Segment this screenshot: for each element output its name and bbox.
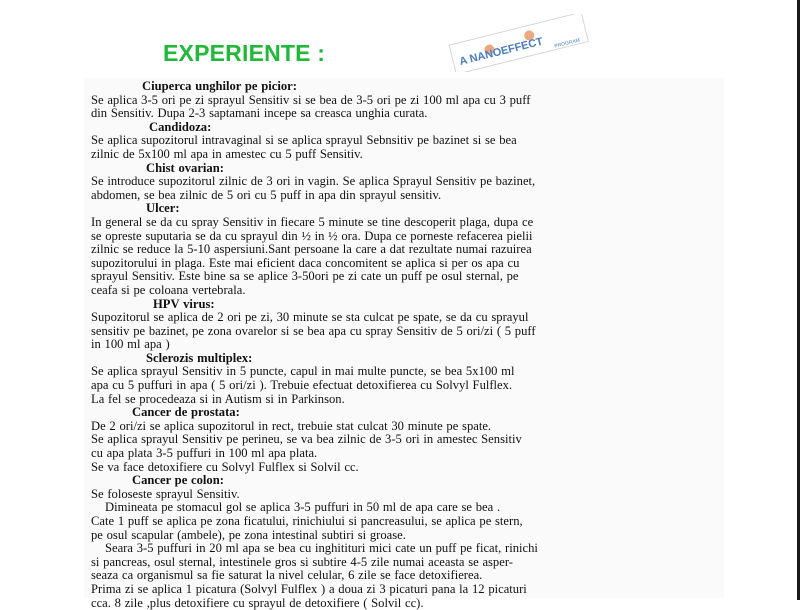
document-line: cu apa plata 3-5 puffuri in 100 ml apa plata. (91, 446, 318, 461)
document-line: pe osul scapular (ambele), pe zona intestinal subtiri si groase. (91, 527, 406, 542)
document-line: si pancreas, osul sternal, intestinele gros si subtire 4-5 zile numai aceasta se asper- (91, 554, 513, 569)
document-line: apa cu 5 puffuri in apa ( 5 ori/zi ). Trebuie efectuat detoxifierea cu Solvyl Fulflex. (91, 378, 513, 393)
document-line: in 100 ml apa ) (91, 337, 170, 352)
document-line: Se foloseste sprayul Sensitiv. (91, 486, 240, 501)
document-line: abdomen, se bea zilnic de 5 ori cu 5 puff in apa din sprayul sensitiv. (91, 187, 442, 202)
document-line: Cate 1 puff se aplica pe zona ficatului, rinichiului si pancreasului, se aplica pe stern, (91, 514, 523, 528)
document-line: supozitorului in plaga. Este mai eficient daca concomitent se aplica si per os apa cu (91, 255, 520, 270)
section-heading: Ciuperca unghilor pe picior: (142, 79, 297, 93)
section-heading: Cancer de prostata: (132, 405, 240, 420)
document-line: sensitiv pe bazinet, pe zona ovarelor si se bea apa cu spray Sensitiv de 5 ori/zi ( 5 puff (91, 323, 536, 338)
logo-text: A NANOEFFECT (458, 35, 545, 68)
document-line: ceafa si pe coloana vertebrala. (91, 282, 246, 297)
document-line: Se aplica sprayul Sensitiv in 5 puncte, capul in mai multe puncte, se bea 5x100 ml (91, 364, 515, 379)
document-line: In general se da cu spray Sensitiv in fiecare 5 minute se tine descoperit plaga, dupa ce (91, 214, 534, 229)
document-line: Dimineata pe stomacul gol se aplica 3-5 puffuri in 50 ml de apa care se bea . (105, 500, 501, 515)
section-heading: Candidoza: (149, 119, 212, 134)
document-line: Se introduce supozitorul zilnic de 3 ori in vagin. Se aplica Sprayul Sensitiv pe bazinet, (91, 174, 536, 189)
nanoeffect-logo (445, 14, 595, 72)
section-heading: Ulcer: (146, 201, 180, 216)
document-line: zilnic de 5x100 ml apa in amestec cu 5 puff Sensitiv. (91, 146, 363, 161)
document-line: seaza ca organismul sa fie saturat la nivel celular, 6 zile se face detoxifierea. (91, 568, 483, 583)
document-line: Se aplica supozitorul intravaginal si se aplica sprayul Sebnsitiv pe bazinet si se bea (91, 133, 517, 148)
document-line: cca. 8 zile ,plus detoxifiere cu sprayul de detoxifiere ( Solvil cc). (91, 595, 424, 610)
document-line: sprayul Sensitiv. Este bine sa se aplice 3-50ori pe zi cate un puff pe osul sternal, pe (91, 269, 519, 284)
document-line: se opreste suputaria se da cu sprayul din ½ in ½ ora. Dupa ce porneste refacerea pielii (91, 228, 533, 243)
document-line: Se va face detoxifiere cu Solvyl Fulflex si Solvil cc. (91, 459, 359, 474)
page-title: EXPERIENTE : (163, 40, 326, 66)
logo-subtext: PROGRAM (553, 37, 581, 50)
section-heading: HPV virus: (153, 296, 215, 311)
section-heading: Sclerozis multiplex: (146, 350, 253, 365)
document-line: De 2 ori/zi se aplica supozitorul in rect, trebuie stat culcat 30 minute pe spate. (91, 418, 492, 433)
document-line: Prima zi se aplica 1 picatura (Solvyl Fulflex ) a doua zi 3 picaturi pana la 12 picaturi (91, 581, 527, 596)
document-line: Supozitorul se aplica de 2 ori pe zi, 30 minute se sta culcat pe spate, se da cu sprayul (91, 310, 529, 325)
document-line: din Sensitiv. Dupa 2-3 saptamani incepe sa creasca unghia curata. (91, 106, 428, 121)
document-body (86, 80, 726, 610)
section-heading: Chist ovarian: (146, 160, 224, 175)
document-line: Se aplica 3-5 ori pe zi sprayul Sensitiv si se bea de 3-5 ori pe zi 100 ml apa cu 3 puff (91, 92, 531, 107)
document-line: Se aplica sprayul Sensitiv pe perineu, se va bea zilnic de 3-5 ori in amestec Sensitiv (91, 432, 522, 447)
document-line: zilnic se reduce la 5-10 aspersiuni.Sant persoane la care a dat rezultate numai razuirea (91, 242, 532, 257)
document-line: Seara 3-5 puffuri in 20 ml apa se bea cu inghitituri mici cate un puff pe ficat, rinichi (105, 541, 538, 556)
document-line: La fel se procedeaza si in Autism si in Parkinson. (91, 391, 345, 406)
section-heading: Cancer pe colon: (132, 473, 224, 488)
